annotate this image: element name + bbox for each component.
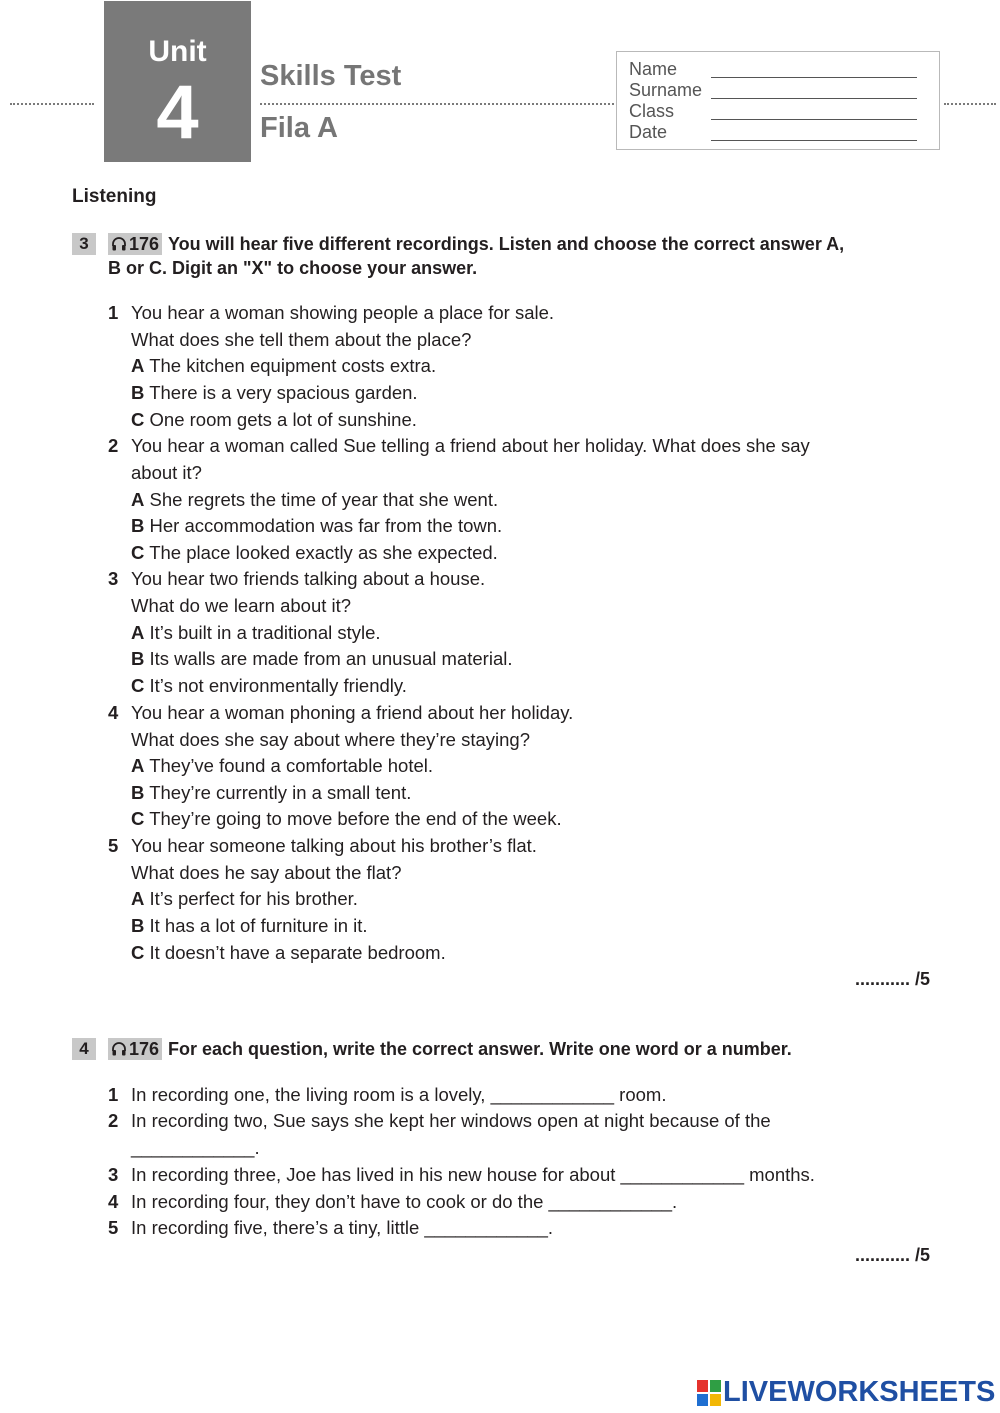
gap-fill-item (131, 1083, 666, 1107)
class-label: Class (629, 101, 675, 121)
item-text-after: room. (619, 1084, 667, 1105)
question-number: 3 (108, 568, 119, 589)
surname-line (711, 98, 917, 99)
answer-option[interactable] (131, 674, 407, 698)
option-text: They’re going to move before the end of the week. (149, 808, 562, 829)
option-text: It doesn’t have a separate bedroom. (149, 942, 446, 963)
exercise-3-score: ........... /5 (854, 969, 930, 989)
item-number: 1 (108, 1084, 119, 1105)
unit-number: 4 (156, 70, 199, 155)
surname-field[interactable] (629, 80, 702, 101)
headphones-icon (111, 1041, 127, 1057)
option-text: It’s built in a traditional style. (149, 622, 381, 643)
option-text: There is a very spacious garden. (149, 382, 418, 403)
name-label: Name (629, 59, 678, 79)
item-text-after: months. (749, 1164, 815, 1185)
answer-option[interactable] (131, 488, 498, 512)
gap-fill-item (131, 1216, 553, 1240)
answer-blank[interactable]: ____________ (424, 1217, 548, 1238)
gap-fill-item (131, 1190, 677, 1214)
option-letter: A (131, 888, 145, 909)
option-letter: A (131, 355, 145, 376)
item-number: 4 (108, 1191, 119, 1212)
question-number: 4 (108, 702, 119, 723)
exercise-4-track-number: 176 (129, 1039, 160, 1059)
option-text: One room gets a lot of sunshine. (149, 409, 417, 430)
headphones-icon (111, 236, 127, 252)
answer-option[interactable] (131, 647, 512, 671)
date-line (711, 140, 917, 141)
date-field[interactable] (629, 122, 667, 143)
exercise-3-track-number: 176 (129, 234, 160, 254)
gap-fill-item (131, 1109, 771, 1133)
option-text: It’s perfect for his brother. (149, 888, 358, 909)
liveworksheets-logo-icon (697, 1380, 721, 1406)
question-text: about it? (131, 462, 202, 483)
answer-option[interactable] (131, 941, 446, 965)
exercise-4-track (108, 1038, 162, 1060)
option-letter: C (131, 542, 145, 563)
answer-option[interactable] (131, 887, 358, 911)
exercise-3-number: 3 (72, 233, 96, 255)
option-letter: C (131, 942, 145, 963)
surname-label: Surname (629, 80, 703, 100)
answer-option[interactable] (131, 754, 433, 778)
question-text: What does she say about where they’re staying? (131, 729, 531, 750)
class-field[interactable] (629, 101, 674, 122)
option-text: The place looked exactly as she expected. (149, 542, 498, 563)
exercise-4-number: 4 (72, 1038, 96, 1060)
option-letter: B (131, 382, 145, 403)
header-dotted-rule-middle (260, 103, 614, 105)
page-title: Skills Test (260, 60, 402, 92)
item-text-after: . (547, 1217, 554, 1238)
unit-badge (104, 1, 251, 162)
answer-option[interactable] (131, 807, 562, 831)
item-text-before: In recording four, they don’t have to cook or do the (131, 1191, 544, 1212)
exercise-4-score: ........... /5 (854, 1245, 930, 1265)
brand-name: LIVEWORKSHEETS (723, 1376, 996, 1408)
option-letter: A (131, 755, 145, 776)
answer-blank[interactable]: ____________ (131, 1137, 255, 1158)
question-text: You hear two friends talking about a house. (131, 568, 486, 589)
answer-option[interactable] (131, 408, 417, 432)
question-text: What does he say about the flat? (131, 862, 402, 883)
option-text: They’ve found a comfortable hotel. (149, 755, 434, 776)
option-letter: A (131, 489, 145, 510)
option-text: Her accommodation was far from the town. (149, 515, 503, 536)
name-line (711, 77, 917, 78)
question-text: What do we learn about it? (131, 595, 352, 616)
question-number: 5 (108, 835, 119, 856)
exercise-4-instruction: For each question, write the correct answer. Write one word or a number. (168, 1039, 792, 1059)
item-text-before: In recording three, Joe has lived in his new house for about (131, 1164, 616, 1185)
gap-fill-item-continued (131, 1136, 260, 1160)
option-letter: A (131, 622, 145, 643)
answer-option[interactable] (131, 381, 418, 405)
option-text: It’s not environmentally friendly. (149, 675, 407, 696)
option-letter: B (131, 515, 145, 536)
answer-option[interactable] (131, 541, 498, 565)
answer-option[interactable] (131, 781, 411, 805)
item-text-before: In recording five, there’s a tiny, little (131, 1217, 420, 1238)
option-letter: B (131, 648, 145, 669)
item-number: 2 (108, 1110, 119, 1131)
date-label: Date (629, 122, 668, 142)
name-field[interactable] (629, 59, 677, 80)
option-text: It has a lot of furniture in it. (149, 915, 368, 936)
option-text: Its walls are made from an unusual material. (149, 648, 513, 669)
option-letter: C (131, 409, 145, 430)
liveworksheets-logo (697, 1376, 995, 1409)
answer-blank[interactable]: ____________ (620, 1164, 744, 1185)
page-subtitle: Fila A (260, 112, 338, 144)
answer-option[interactable] (131, 914, 368, 938)
option-letter: B (131, 782, 145, 803)
question-text: You hear a woman called Sue telling a friend about her holiday. What does she say (131, 435, 810, 456)
question-text: You hear a woman showing people a place for sale. (131, 302, 555, 323)
answer-option[interactable] (131, 354, 436, 378)
section-title: Listening (72, 186, 157, 207)
exercise-3-instruction-line2: B or C. Digit an "X" to choose your answer. (108, 258, 478, 278)
option-text: They’re currently in a small tent. (149, 782, 412, 803)
question-number: 1 (108, 302, 119, 323)
answer-blank[interactable]: ____________ (490, 1084, 615, 1105)
option-letter: B (131, 915, 145, 936)
class-line (711, 119, 917, 120)
question-text: You hear a woman phoning a friend about her holiday. (131, 702, 574, 723)
answer-option[interactable] (131, 621, 381, 645)
question-number: 2 (108, 435, 119, 456)
answer-option[interactable] (131, 514, 502, 538)
header-dotted-rule-right (944, 103, 996, 105)
student-info-box (616, 51, 940, 150)
option-letter: C (131, 675, 145, 696)
item-number: 3 (108, 1164, 119, 1185)
item-text-before: In recording two, Sue says she kept her windows open at night because of the (131, 1110, 771, 1131)
exercise-3-instruction-line1: You will hear five different recordings. Listen and choose the correct answer A, (168, 234, 845, 254)
gap-fill-item (131, 1163, 815, 1187)
item-number: 5 (108, 1217, 119, 1238)
option-letter: C (131, 808, 145, 829)
option-text: She regrets the time of year that she went. (149, 489, 499, 510)
item-text-before: In recording one, the living room is a lovely, (131, 1084, 486, 1105)
item-text-after: . (254, 1137, 260, 1158)
question-text: What does she tell them about the place? (131, 329, 472, 350)
answer-blank[interactable]: ____________ (548, 1191, 673, 1212)
option-text: The kitchen equipment costs extra. (149, 355, 437, 376)
question-text: You hear someone talking about his brother’s flat. (131, 835, 537, 856)
exercise-3-track (108, 233, 162, 255)
item-text-after: . (672, 1191, 678, 1212)
unit-label: Unit (148, 35, 207, 68)
header-dotted-rule-left (10, 103, 94, 105)
